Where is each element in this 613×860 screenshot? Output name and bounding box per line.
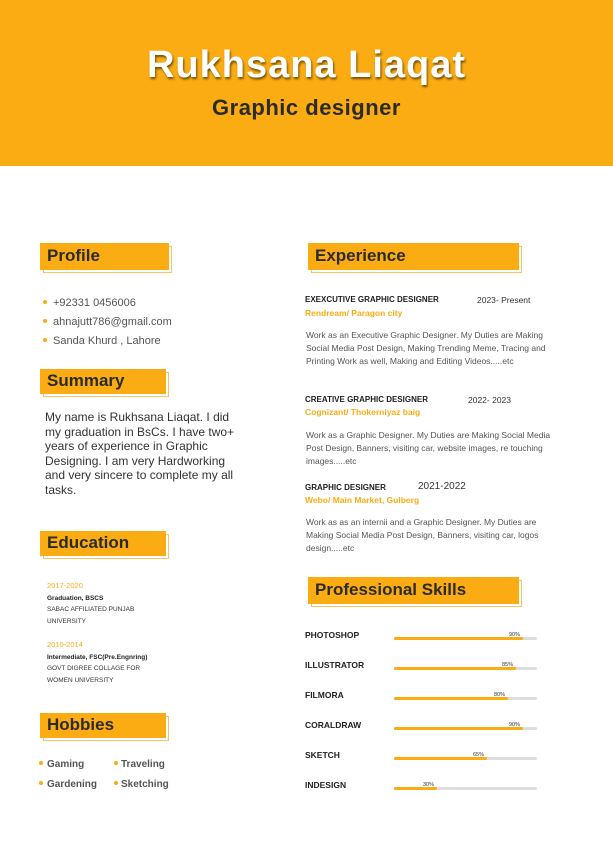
experience-heading-text: Experience xyxy=(315,246,406,265)
bullet-icon xyxy=(39,781,43,785)
skill-percent-label: 65% xyxy=(473,752,485,758)
bullet-icon xyxy=(114,761,118,765)
skill-percent-label: 90% xyxy=(509,722,521,728)
job-period: 2022- 2023 xyxy=(468,395,512,405)
bullet-icon xyxy=(43,338,47,342)
bullet-icon xyxy=(43,319,47,323)
hobby-label: Gardening xyxy=(47,779,98,790)
experience-section-heading xyxy=(308,243,522,270)
skill-row xyxy=(305,690,545,704)
education-degree: Intermediate, FSC(Pre.Engnring) xyxy=(47,654,148,661)
skill-name: SKETCH xyxy=(305,750,340,760)
phone-value: +92331 0456006 xyxy=(53,297,136,309)
email-value: ahnajutt786@gmail.com xyxy=(53,316,172,328)
skill-progress-fill xyxy=(394,637,523,640)
skill-row xyxy=(305,660,545,674)
hobbies-section-heading xyxy=(40,713,170,740)
skill-percent-label: 85% xyxy=(502,662,514,668)
skill-percent-label: 30% xyxy=(423,782,435,788)
job-title: EXEXCUTIVE GRAPHIC DESIGNER xyxy=(305,295,439,304)
skill-name: FILMORA xyxy=(305,690,344,700)
skills-section-heading xyxy=(308,577,522,604)
education-years: 2017-2020 xyxy=(47,581,83,590)
job-description: Work as a Graphic Designer. My Duties are Making Social Media Post Design, Banners, visiting car, website images, re touching images.....etc xyxy=(306,430,551,466)
hobby-item xyxy=(114,779,169,790)
summary-heading-text: Summary xyxy=(47,371,125,390)
job-period: 2021-2022 xyxy=(418,481,466,492)
job-company: Cognizant/ Thokerniyaz baig xyxy=(305,407,421,417)
job-period: 2023- Present xyxy=(477,295,531,305)
bullet-icon xyxy=(39,761,43,765)
hobby-label: Sketching xyxy=(121,779,169,790)
skill-name: CORALDRAW xyxy=(305,720,362,730)
email-line xyxy=(43,316,172,328)
skill-row xyxy=(305,750,545,764)
job-description: Work as as an internii and a Graphic Designer. My Duties are Making Social Media Post Design, Banners, visiting car, logos design.....etc xyxy=(306,517,539,553)
skill-progress-track xyxy=(394,692,537,700)
education-years: 2010-2014 xyxy=(47,640,83,649)
skill-row xyxy=(305,630,545,644)
profile-section-heading xyxy=(40,243,172,270)
bullet-icon xyxy=(114,781,118,785)
education-heading-text: Education xyxy=(47,533,130,552)
skill-row xyxy=(305,720,545,734)
hobby-item xyxy=(39,759,84,770)
job-company: Rendream/ Paragon city xyxy=(305,308,403,318)
skill-name: ILLUSTRATOR xyxy=(305,660,365,670)
hobby-item xyxy=(39,779,97,790)
skill-percent-label: 80% xyxy=(494,692,506,698)
person-name: Rukhsana Liaqat xyxy=(146,44,467,86)
skill-percent-label: 90% xyxy=(509,632,521,638)
profile-heading-text: Profile xyxy=(47,246,100,265)
job-title-heading: Graphic designer xyxy=(212,95,401,120)
education-degree: Graduation, BSCS xyxy=(47,595,104,602)
skill-progress-track xyxy=(394,632,537,640)
bullet-icon xyxy=(43,300,47,304)
skill-progress-fill xyxy=(394,727,523,730)
education-school: SABAC AFFILIATED PUNJAB UNIVERSITY xyxy=(47,606,135,625)
skill-progress-track xyxy=(394,752,537,760)
skill-name: INDESIGN xyxy=(305,780,347,790)
skill-row xyxy=(305,780,545,794)
job-description: Work as an Executive Graphic Designer. My Duties are Making Social Media Post Design, Making Trending Meme, Tracing and Printing Work as well, Making and Editing Videos.....etc xyxy=(306,330,546,366)
education-section-heading xyxy=(40,531,170,558)
location-value: Sanda Khurd , Lahore xyxy=(53,335,161,347)
skill-name: PHOTOSHOP xyxy=(305,630,360,640)
education-school: GOVT DIGREE COLLAGE FOR WOMEN UNIVERSITY xyxy=(47,665,141,684)
hobby-item xyxy=(114,759,165,770)
skill-progress-track xyxy=(394,782,537,790)
skill-progress-track xyxy=(394,722,537,730)
hobbies-heading-text: Hobbies xyxy=(47,715,115,734)
job-company: Webo/ Main Market, Gulberg xyxy=(305,495,420,505)
phone-line xyxy=(43,297,136,309)
summary-section-heading xyxy=(40,369,170,396)
skill-progress-fill xyxy=(394,697,508,700)
skills-heading-text: Professional Skills xyxy=(315,580,467,599)
skill-progress-track xyxy=(394,662,537,670)
job-title: CREATIVE GRAPHIC DESIGNER xyxy=(305,395,428,404)
hobby-label: Gaming xyxy=(47,759,85,770)
job-title: GRAPHIC DESIGNER xyxy=(305,483,386,492)
skill-progress-fill xyxy=(394,667,516,670)
hobby-label: Traveling xyxy=(121,759,165,770)
summary-text: My name is Rukhsana Liaqat. I did my graduation in BsCs. I have two+ years of experience in Graphic Designing. I am very Hardworking and very sincere to complete my all tasks. xyxy=(45,410,235,497)
header-banner xyxy=(0,0,613,166)
location-line xyxy=(43,335,161,347)
